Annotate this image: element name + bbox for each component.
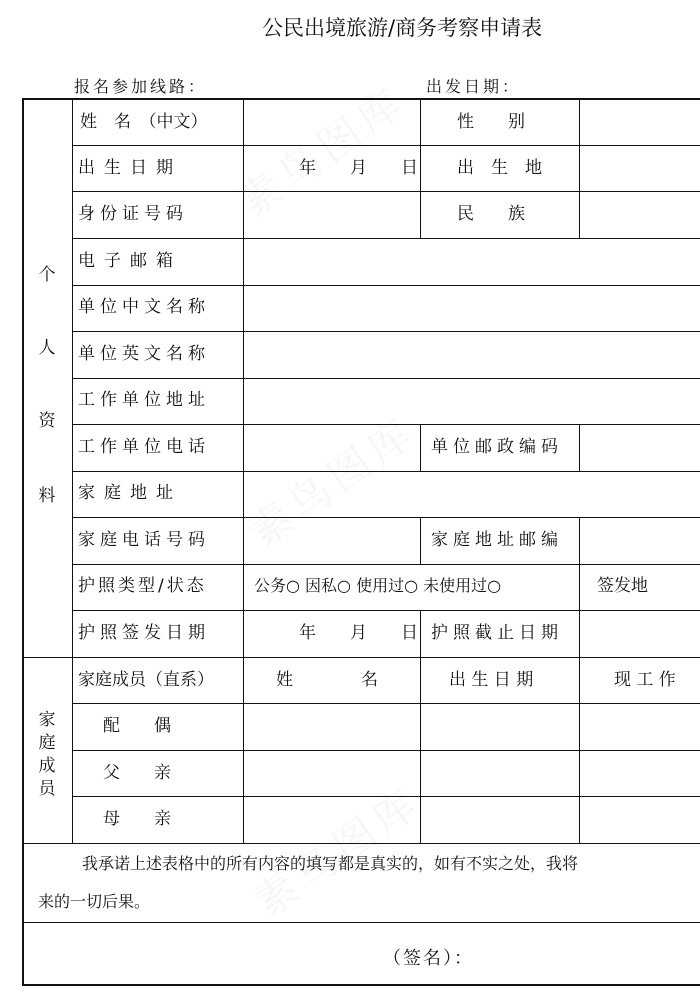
passport-type-label: 护照类型/状态	[78, 576, 207, 596]
route-label: 报名参加线路：	[74, 77, 208, 96]
signature-label: （签名）：	[383, 948, 474, 969]
passport-type-options[interactable]: 公务○ 因私○ 使用过○ 未使用过○	[254, 576, 502, 595]
passport-expiry-date-label: 护照截止日期	[431, 623, 563, 643]
company-en-label: 单位英文名称	[78, 344, 210, 364]
gender-label: 性 别	[457, 112, 525, 132]
id-number-label: 身份证号码	[78, 204, 188, 224]
birth-place-label: 出 生 地	[457, 158, 542, 178]
ethnicity-label: 民 族	[457, 204, 525, 224]
family-col-birth: 出 生 日 期	[449, 670, 534, 690]
home-postcode-label: 家庭地址邮编	[431, 530, 563, 550]
family-mother-label: 母 亲	[103, 809, 171, 829]
section-family-char-4: 员	[38, 779, 56, 799]
family-col-work: 现 工 作	[614, 670, 676, 690]
declaration-line-1: 我承诺上述表格中的所有内容的填写都是真实的，如有不实之处，我将	[82, 854, 579, 873]
email-label: 电子邮箱	[78, 251, 182, 271]
birth-date-label: 出生日期	[78, 158, 182, 178]
page-title: 公民出境旅游/商务考察申请表	[262, 16, 543, 40]
section-personal-char-2: 人	[38, 338, 56, 358]
issue-place-label: 签发地	[597, 576, 648, 596]
family-father-label: 父 亲	[103, 763, 171, 783]
work-phone-label: 工作单位电话	[78, 437, 210, 457]
company-cn-label: 单位中文名称	[78, 297, 210, 317]
depart-date-label: 出发日期：	[426, 77, 522, 96]
birth-date-ymd: 年 月 日	[299, 158, 418, 178]
declaration-line-2: 来的一切后果。	[38, 892, 151, 911]
section-personal-char-3: 资	[38, 411, 56, 431]
name-label: 姓 名 （中文）	[80, 112, 208, 132]
work-address-label: 工作单位地址	[78, 390, 210, 410]
home-phone-label: 家庭电话号码	[78, 530, 210, 550]
work-postcode-label: 单位邮政编码	[431, 437, 563, 457]
passport-issue-date-label: 护照签发日期	[78, 623, 210, 643]
family-header-label: 家庭成员（直系）	[78, 670, 214, 690]
family-spouse-label: 配 偶	[103, 716, 171, 736]
section-family-char-3: 成	[38, 756, 56, 776]
home-address-label: 家庭地址	[78, 483, 182, 503]
section-personal-char-1: 个	[38, 265, 56, 285]
passport-issue-ymd: 年 月 日	[299, 623, 418, 643]
section-family-char-2: 庭	[38, 733, 56, 753]
section-family-char-1: 家	[38, 710, 56, 730]
family-col-name: 姓 名	[276, 670, 378, 690]
section-personal-char-4: 料	[38, 486, 56, 506]
